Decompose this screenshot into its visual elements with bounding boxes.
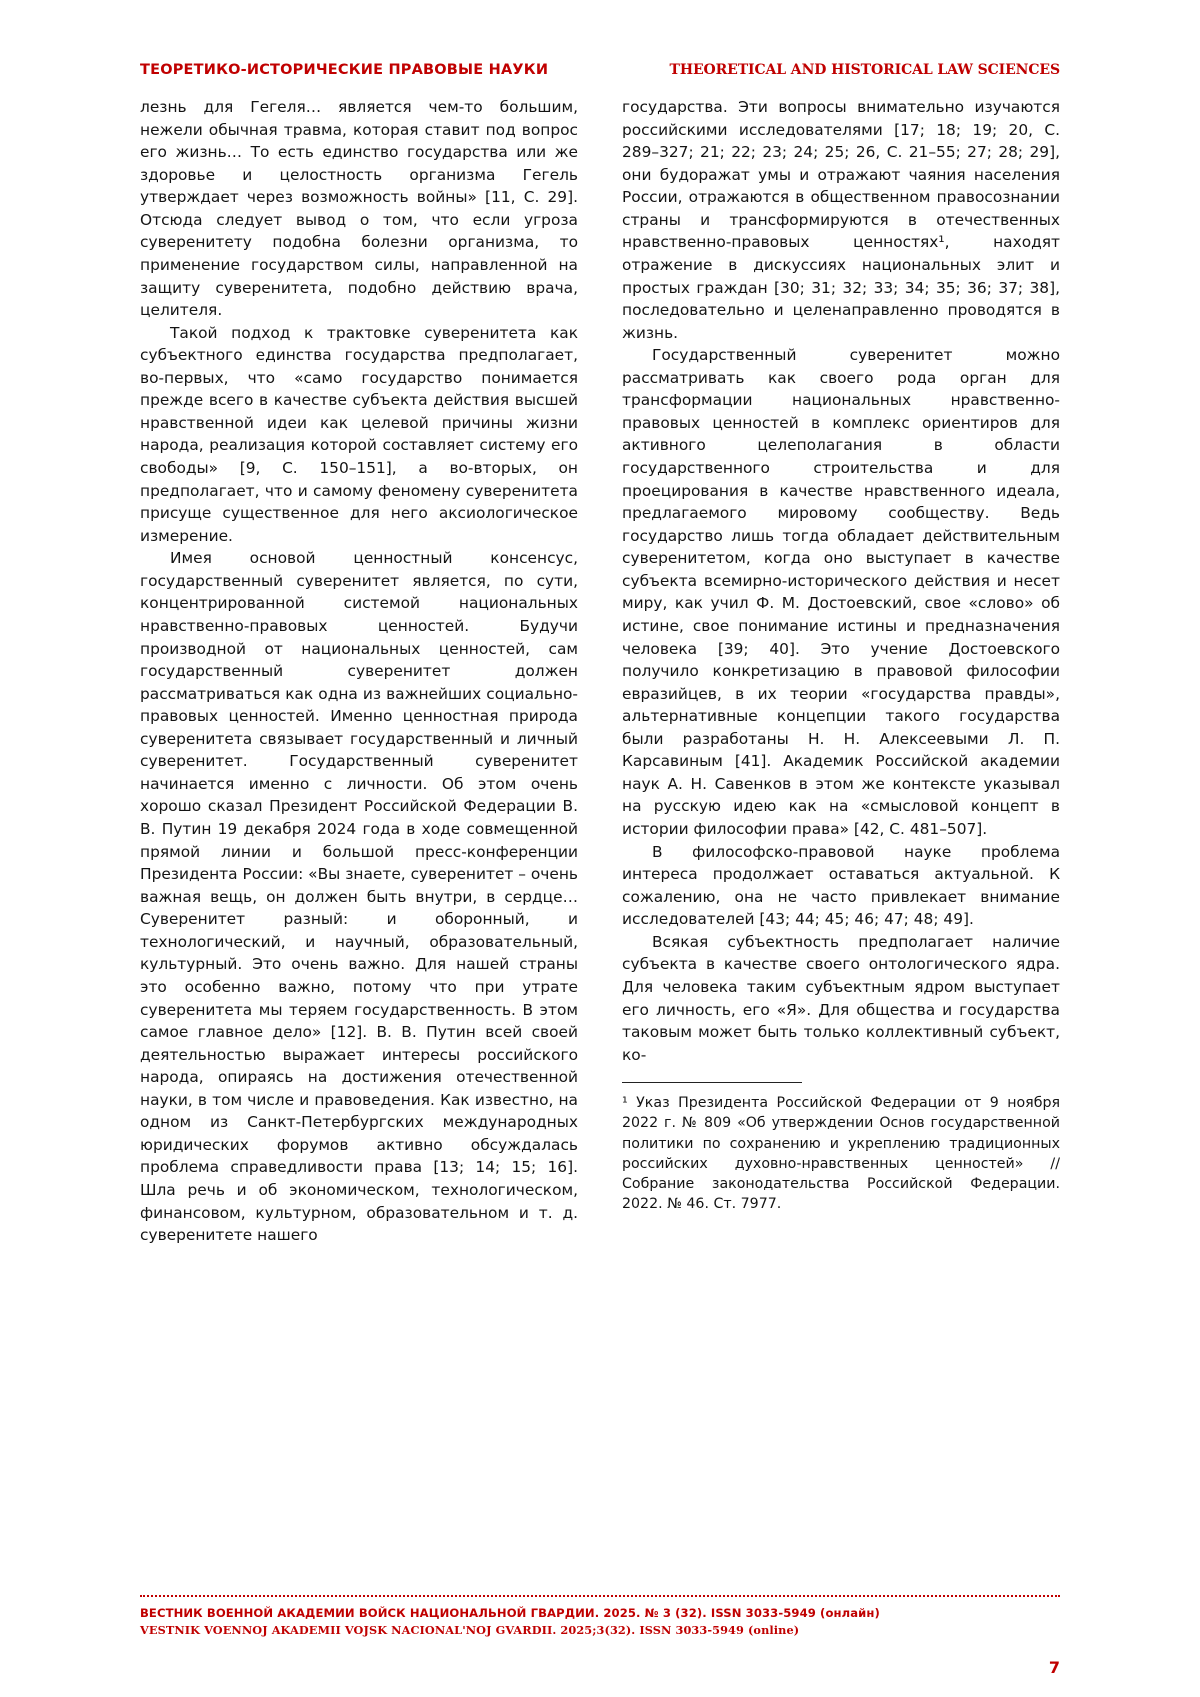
paragraph: государства. Эти вопросы внимательно изучаются российскими исследователями [17; 18; 19; 20, С. 289–327; 21; 22; 23; 24; 25; 26, С. 21–55; 27; 28; 29], они будоражат умы и отражают чаяния населения России, отражаются в общественном правосознании страны и трансформируются в отечественных нравственно-правовых ценностях¹, находят отражение в дискуссиях национальных элит и простых граждан [30; 31; 32; 33; 34; 35; 36; 37; 38], последовательно и целенаправленно проводятся в жизнь. xyxy=(622,98,1060,342)
right-column xyxy=(622,96,1060,1214)
footer-line-ru: ВЕСТНИК ВОЕННОЙ АКАДЕМИИ ВОЙСК НАЦИОНАЛЬНОЙ ГВАРДИИ. 2025. № 3 (32). ISSN 3033-5949 (онлайн) xyxy=(140,1605,880,1620)
paragraph: Имея основой ценностный консенсус, государственный суверенитет является, по сути, концентрированной системой национальных нравственно-правовых ценностей. Будучи производной от национальных ценностей, сам государственный суверенитет должен рассматриваться как одна из важнейших социально-правовых ценностей. Именно ценностная природа суверенитета связывает государственный и личный суверенитет. Государственный суверенитет начинается именно с личности. Об этом очень хорошо сказал Президент Российской Федерации В. В. Путин 19 декабря 2024 года в ходе совмещенной прямой линии и большой пресс-конференции Президента России: «Вы знаете, суверенитет – очень важная вещь, он должен быть внутри, в сердце… Суверенитет разный: и оборонный, и технологический, и научный, образовательный, культурный. Это очень важно. Для нашей страны это особенно важно, потому что при утрате суверенитета мы теряем государственность. В этом самое главное дело» [12]. В. В. Путин всей своей деятельностью выражает интересы российского народа, опираясь на достижения отечественной науки, в том числе и правоведения. Как известно, на одном из Санкт-Петербургских международных юридических форумов активно обсуждалась проблема справедливости права [13; 14; 15; 16]. Шла речь и об экономическом, технологическом, финансовом, культурном, образовательном и т. д. суверенитете нашего xyxy=(140,549,578,1245)
page-number: 7 xyxy=(1048,1658,1060,1677)
paragraph: Всякая субъектность предполагает наличие субъекта в качестве своего онтологического ядра. Для человека таким субъектным ядром выступает его личность, его «Я». Для общества и государства таковым может быть только коллективный субъект, ко- xyxy=(622,932,1060,1064)
footnote: ¹ Указ Президента Российской Федерации от 9 ноября 2022 г. № 809 «Об утверждении Основ государственной политики по сохранению и укреплению традиционных российских духовно-нравственных ценностей» // Собрание законодательства Российской Федерации. 2022. № 46. Ст. 7977. xyxy=(622,1095,1060,1212)
running-head-right: THEORETICAL AND HISTORICAL LAW SCIENCES xyxy=(669,62,1060,78)
paragraph: В философско-правовой науке проблема интереса продолжает оставаться актуальной. К сожалению, она не часто привлекает внимание исследователей [43; 44; 45; 46; 47; 48; 49]. xyxy=(622,842,1060,929)
paragraph: Такой подход к трактовке суверенитета как субъектного единства государства предполагает, во-первых, что «само государство понимается прежде всего в качестве субъекта действия высшей нравственной идеи как целевой причины жизни народа, реализация которой составляет систему его свободы» [9, С. 150–151], а во-вторых, он предполагает, что и самому феномену суверенитета присуще существенное для него аксиологическое измерение. xyxy=(140,323,578,545)
paragraph: Государственный суверенитет можно рассматривать как своего рода орган для трансформации национальных нравственно-правовых ценностей в комплекс ориентиров для активного целеполагания в области государственного строительства и для проецирования в качестве нравственного идеала, предлагаемого мировому сообществу. Ведь государство лишь тогда обладает действительным суверенитетом, когда оно выступает в качестве субъекта всемирно-исторического действия и несет миру, как учил Ф. М. Достоевский, свое «слово» об истине, свое понимание истины и предназначения человека [39; 40]. Это учение Достоевского получило конкретизацию в правовой философии евразийцев, в их теории «государства правды», альтернативные концепции такого государства были разработаны Н. Н. Алексеевыми Л. П. Карсавиным [41]. Академик Российской академии наук А. Н. Савенков в этом же контексте указывал на русскую идею как на «смысловой концепт в истории философии права» [42, С. 481–507]. xyxy=(622,346,1060,838)
footnote-separator xyxy=(622,1082,802,1083)
footer-line-translit: VESTNIK VOENNOJ AKADEMII VOJSK NACIONAL'NOJ GVARDII. 2025;3(32). ISSN 3033-5949 (online) xyxy=(140,1623,800,1638)
left-column xyxy=(140,96,578,1247)
two-column-body xyxy=(140,96,1060,1247)
running-head-left: ТЕОРЕТИКО-ИСТОРИЧЕСКИЕ ПРАВОВЫЕ НАУКИ xyxy=(140,62,549,78)
paragraph: лезнь для Гегеля… является чем-то большим, нежели обычная травма, которая ставит под вопрос его жизнь… То есть единство государства или же здоровье и целостность организма Гегель утверждает через возможность войны» [11, С. 29]. Отсюда следует вывод о том, что если угроза суверенитету подобна болезни организма, то применение государством силы, направленной на защиту суверенитета, подобно действию врача, целителя. xyxy=(140,98,578,320)
running-head xyxy=(140,62,1060,78)
page-footer xyxy=(140,1595,1060,1639)
footer-divider xyxy=(140,1595,1060,1597)
